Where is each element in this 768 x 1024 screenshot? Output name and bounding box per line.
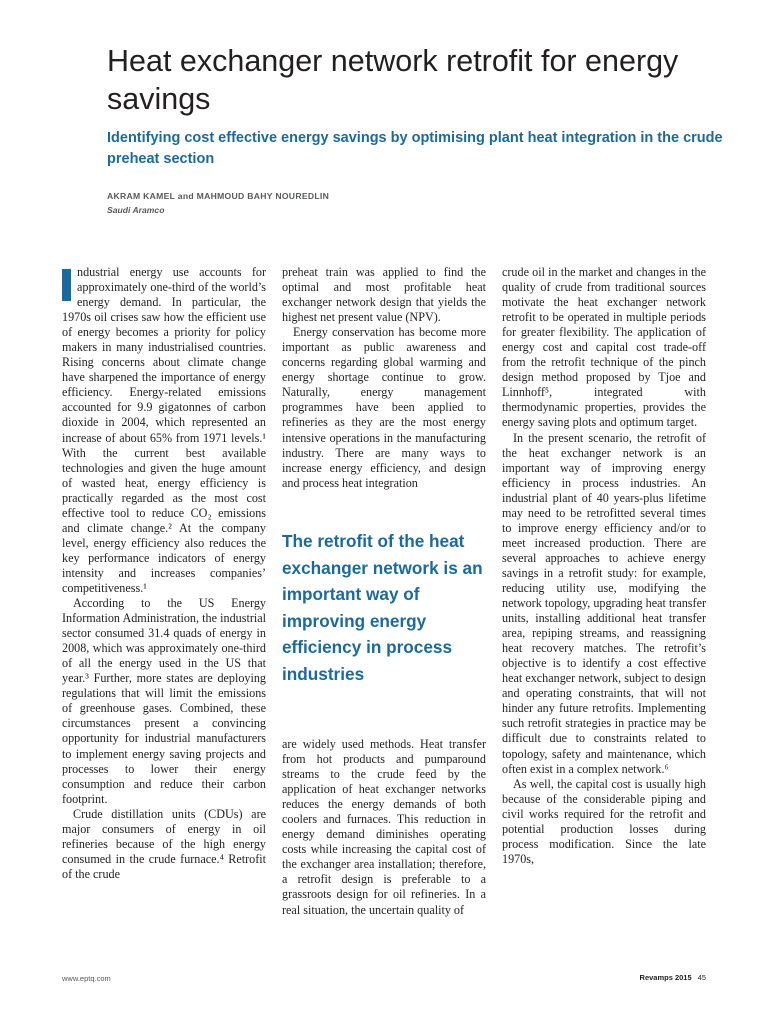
- footer-issue: Revamps 2015: [639, 973, 692, 982]
- column-3-paragraph-3: As well, the capital cost is usually high because of the considerable piping and civil works required for the retrofit and potential production losses during process modification. Since the late 1970s,: [502, 776, 706, 866]
- body-column-3: [502, 265, 706, 867]
- column-1-paragraph-1: ndustrial energy use accounts for approximately one-third of the world’s energy demand. In particular, the 1970s oil crises saw how the efficient use of energy becomes a priority for policy makers in many industrialised countries. Rising concerns about climate change have sharpened the importance of energy efficiency. Energy-related emissions accounted for 9.9 gigatonnes of carbon dioxide in 2004, which represented an increase of about 65% from 1971 levels.¹ With the current best available technologies and given the huge amount of wasted heat, energy efficiency is practically regarded as the most cost effective tool to reduce CO₂ emissions and climate change.² At the company level, energy efficiency also reduces the key performance indicators of energy intensity and increases companies’ competitiveness.¹: [62, 265, 266, 595]
- pull-quote: The retrofit of the heat exchanger network is an important way of improving energy efficiency in process industries: [282, 531, 483, 684]
- column-2-paragraph-1: preheat train was applied to find the optimal and most profitable heat exchanger network design that yields the highest net present value (NPV).: [282, 265, 486, 325]
- drop-cap-bar: [62, 269, 71, 301]
- article-title: Heat exchanger network retrofit for energy savings: [107, 44, 679, 116]
- article-affiliation: Saudi Aramco: [107, 205, 165, 215]
- footer-page-number: 45: [697, 973, 706, 982]
- body-column-1: [62, 265, 266, 882]
- body-column-2-bottom: [282, 737, 486, 918]
- footer-issue-page: [640, 973, 706, 982]
- article-subtitle: Identifying cost effective energy savings by optimising plant heat integration in the crude preheat section: [107, 130, 723, 167]
- column-3-paragraph-2: In the present scenario, the retrofit of the heat exchanger network is an important way of improving energy efficiency in process industries. An industrial plant of 40 years-plus lifetime may need to be retrofitted several times to improve energy efficiency and/or to meet increased production. There are several approaches to achieve energy savings in a retrofit study: for example, reducing utility use, modifying the network topology, upgrading heat transfer units, installing additional heat transfer area, repiping streams, and reassigning heat recovery matches. The retrofit’s objective is to identify a cost effective heat exchanger network, subject to design and operating constraints, that will not hinder any future retrofits. Implementing such retrofit strategies in practice may be difficult due to constraints related to topology, safety and maintenance, which often exist in a complex network.⁶: [502, 430, 706, 776]
- column-1-paragraph-2: According to the US Energy Information Administration, the industrial sector consumed 31.4 quads of energy in 2008, which was approximately one-third of all the energy used in the US that year.³ Further, more states are deploying regulations that will limit the emissions of greenhouse gases. Combined, these circumstances present a convincing opportunity for industrial manufacturers to implement energy saving projects and processes to lower their energy consumption and reduce their carbon footprint.: [62, 596, 266, 806]
- footer-website: www.eptq.com: [62, 974, 111, 983]
- article-authors: AKRAM KAMEL and MAHMOUD BAHY NOUREDLIN: [107, 191, 330, 201]
- column-2-paragraph-2: Energy conservation has become more important as public awareness and concerns regarding global warming and energy shortage continue to grow. Naturally, energy management programmes have been applied to refineries as they are the most energy intensive operations in the manufacturing industry. There are many ways to increase energy efficiency, and design and process heat integration: [282, 325, 486, 490]
- column-3-paragraph-1: crude oil in the market and changes in the quality of crude from traditional sources motivate the heat exchanger network retrofit to be operated in multiple periods for greater flexibility. The application of energy cost and capital cost trade-off from the retrofit technique of the pinch design method proposed by Tjoe and Linnhoff⁵, integrated with thermodynamic properties, provides the energy saving plots and optimum target.: [502, 265, 706, 430]
- body-column-2-top: [282, 265, 486, 491]
- column-1-paragraph-3: Crude distillation units (CDUs) are major consumers of energy in oil refineries because of the high energy consumed in the crude furnace.⁴ Retrofit of the crude: [62, 806, 266, 881]
- column-2-paragraph-3: are widely used methods. Heat transfer from hot products and pumparound streams to the crude feed by the application of heat exchanger networks reduces the energy demands of both coolers and furnaces. This reduction in energy demand diminishes operating costs while increasing the capital cost of the exchanger area installation; therefore, a retrofit design is preferable to a grassroots design for oil refineries. In a real situation, the uncertain quality of: [282, 737, 486, 917]
